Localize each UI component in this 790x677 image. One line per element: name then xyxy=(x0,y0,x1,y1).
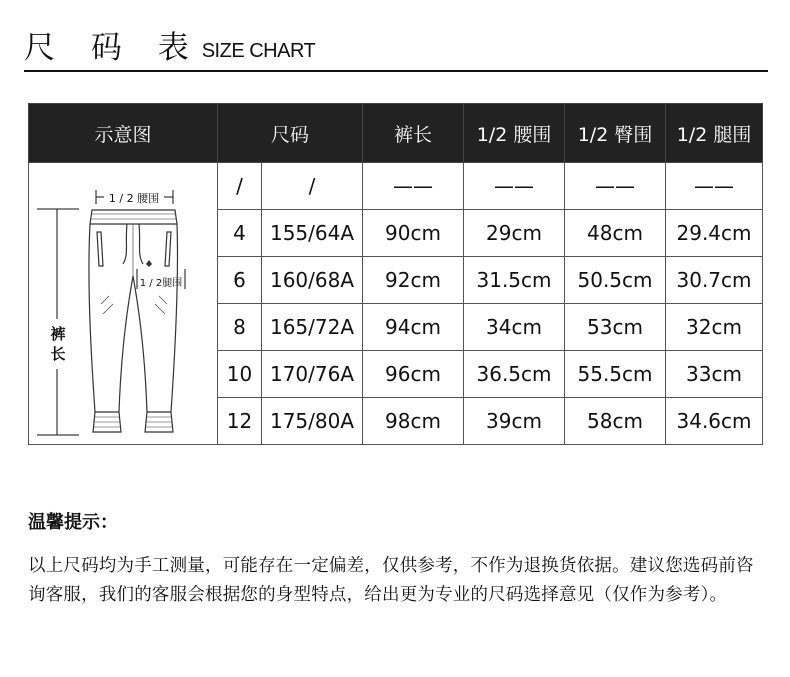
cell-hip: 58cm xyxy=(565,398,666,445)
cell-size-number: 8 xyxy=(218,304,262,351)
cell-size-spec: 155/64A xyxy=(262,210,363,257)
cell-length: 92cm xyxy=(363,257,464,304)
header-size: 尺码 xyxy=(218,104,363,163)
cell-size-spec: / xyxy=(262,163,363,210)
cell-thigh: 32cm xyxy=(666,304,763,351)
title-english: SIZE CHART xyxy=(201,40,316,62)
cell-size-number: 12 xyxy=(218,398,262,445)
table-row xyxy=(29,163,763,210)
cell-waist: 39cm xyxy=(464,398,565,445)
cell-thigh: 29.4cm xyxy=(666,210,763,257)
header-length: 裤长 xyxy=(363,104,464,163)
size-table xyxy=(28,103,763,445)
cell-waist: 36.5cm xyxy=(464,351,565,398)
table-header-row xyxy=(29,104,763,163)
page-title xyxy=(24,18,315,68)
cell-length: —— xyxy=(363,163,464,210)
cell-hip: 55.5cm xyxy=(565,351,666,398)
cell-waist: 29cm xyxy=(464,210,565,257)
cell-hip: 50.5cm xyxy=(565,257,666,304)
cell-length: 94cm xyxy=(363,304,464,351)
cell-size-spec: 160/68A xyxy=(262,257,363,304)
cell-size-number: 10 xyxy=(218,351,262,398)
cell-thigh: 34.6cm xyxy=(666,398,763,445)
cell-size-spec: 170/76A xyxy=(262,351,363,398)
cell-size-spec: 175/80A xyxy=(262,398,363,445)
tips-section xyxy=(28,508,768,610)
logo-icon xyxy=(146,260,152,267)
waist-measure-label: 1 / 2 腰围 xyxy=(108,191,160,205)
header-hip: 1/2 臀围 xyxy=(565,104,666,163)
cell-size-number: / xyxy=(218,163,262,210)
header-waist: 1/2 腰围 xyxy=(464,104,565,163)
cell-thigh: 30.7cm xyxy=(666,257,763,304)
cell-size-number: 4 xyxy=(218,210,262,257)
cell-length: 96cm xyxy=(363,351,464,398)
cell-thigh: 33cm xyxy=(666,351,763,398)
cell-thigh: —— xyxy=(666,163,763,210)
cell-length: 90cm xyxy=(363,210,464,257)
title-divider xyxy=(24,70,768,72)
header-diagram: 示意图 xyxy=(29,104,218,163)
tips-body: 以上尺码均为手工测量，可能存在一定偏差，仅供参考，不作为退换货依据。建议您选码前咨询客服，我们的客服会根据您的身型特点，给出更为专业的尺码选择意见（仅作为参考）。 xyxy=(28,556,754,605)
cell-hip: —— xyxy=(565,163,666,210)
thigh-measure-label: 1 / 2腿围 xyxy=(139,277,183,289)
cell-hip: 48cm xyxy=(565,210,666,257)
cell-length: 98cm xyxy=(363,398,464,445)
length-label-2: 长 xyxy=(50,344,66,363)
cell-waist: —— xyxy=(464,163,565,210)
cell-size-spec: 165/72A xyxy=(262,304,363,351)
tips-title: 温馨提示： xyxy=(28,512,118,533)
length-label-1: 裤 xyxy=(50,324,66,343)
cell-hip: 53cm xyxy=(565,304,666,351)
cell-waist: 31.5cm xyxy=(464,257,565,304)
title-chinese: 尺 码 表 xyxy=(24,30,202,66)
pants-outline-icon xyxy=(89,210,178,432)
cell-size-number: 6 xyxy=(218,257,262,304)
cell-waist: 34cm xyxy=(464,304,565,351)
pants-diagram-cell xyxy=(29,163,218,445)
header-thigh: 1/2 腿围 xyxy=(666,104,763,163)
pants-diagram xyxy=(29,164,217,444)
